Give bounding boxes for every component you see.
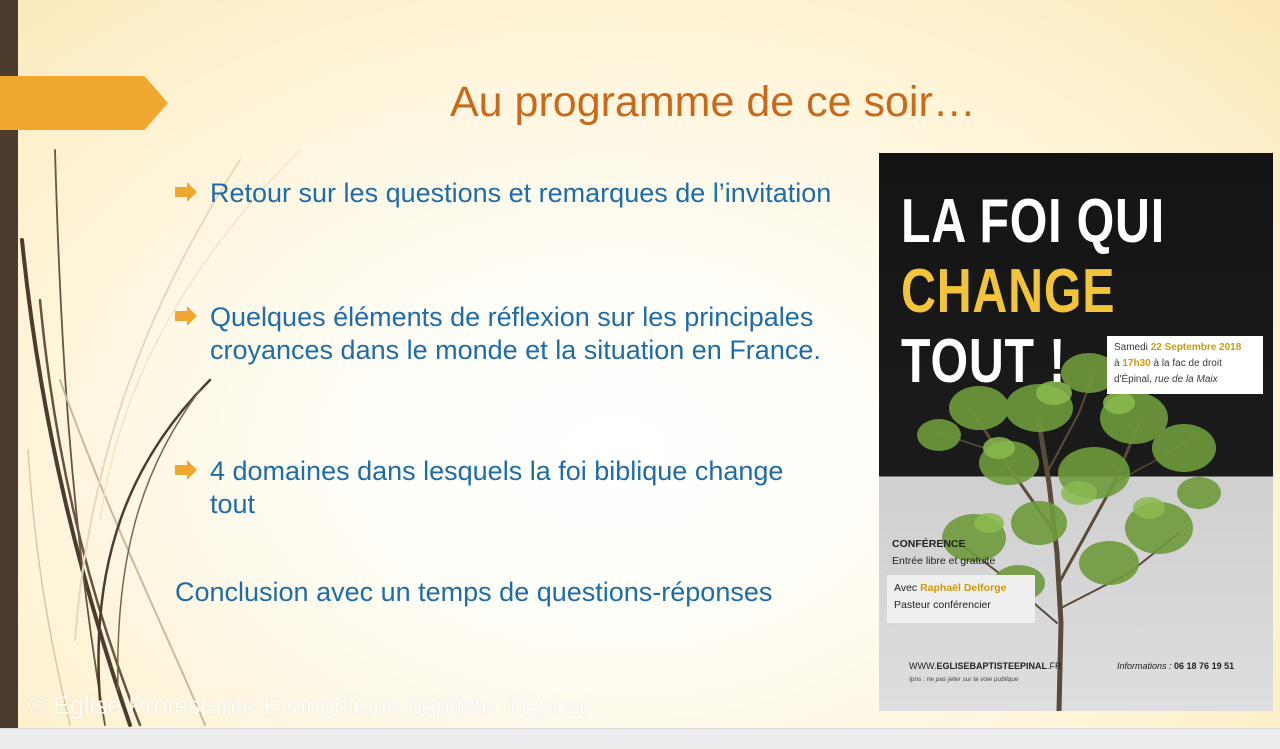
conference-sub: Entrée libre et gratuite	[892, 555, 996, 567]
poster-legal-note: Ipns : ne pas jeter sur la voie publique	[909, 676, 1019, 683]
conference-info	[892, 536, 995, 570]
bullet-text: Retour sur les questions et remarques de l’invitation	[210, 178, 832, 208]
slide-title: Au programme de ce soir…	[450, 78, 976, 126]
bullet-item	[175, 455, 835, 521]
speaker-prefix: Avec	[894, 582, 921, 594]
time-suffix: à la fac de droit	[1150, 358, 1222, 369]
bullet-text: 4 domaines dans lesquels la foi biblique change tout	[210, 456, 784, 519]
viewer-bottom-bar	[0, 728, 1280, 749]
poster-headline-line1: LA FOI QUI	[901, 187, 1165, 256]
poster-date: 22 Septembre 2018	[1150, 342, 1242, 353]
conference-poster	[879, 153, 1273, 711]
place-street: rue de la Maix	[1154, 374, 1218, 385]
speaker-box	[887, 575, 1035, 623]
speaker-name: Raphaël Delforge	[920, 582, 1007, 594]
arrow-bullet-icon	[175, 182, 197, 202]
date-prefix: Samedi	[1114, 342, 1151, 353]
bullet-item	[175, 177, 835, 210]
conclusion-text: Conclusion avec un temps de questions-réponses	[175, 577, 773, 607]
place-prefix: d'Épinal,	[1114, 374, 1155, 385]
time-prefix: à	[1114, 358, 1123, 369]
arrow-bullet-icon	[175, 460, 197, 480]
website-prefix: WWW.	[909, 661, 937, 671]
arrow-bullet-icon	[175, 306, 197, 326]
speaker-role: Pasteur conférencier	[894, 599, 991, 611]
conference-label: CONFÉRENCE	[892, 538, 966, 550]
poster-headline-line2: CHANGE	[901, 257, 1116, 326]
bullet-item	[175, 301, 835, 367]
poster-website	[909, 661, 1062, 671]
website-main: EGLISEBAPTISTEEPINAL	[936, 661, 1048, 671]
copyright-watermark: © Eglise Protestante Evangélique baptiste d'Epinal	[28, 692, 591, 720]
poster-time: 17h30	[1122, 358, 1151, 369]
poster-headline-line3: TOUT !	[901, 327, 1066, 396]
website-suffix: .FR	[1047, 661, 1062, 671]
poster-info	[1117, 661, 1234, 671]
bullet-text: Quelques éléments de réflexion sur les principales croyances dans le monde et la situation en France.	[210, 302, 821, 365]
info-label: Informations :	[1117, 661, 1175, 671]
poster-date-box	[1107, 336, 1263, 394]
info-phone: 06 18 76 19 51	[1174, 661, 1235, 671]
